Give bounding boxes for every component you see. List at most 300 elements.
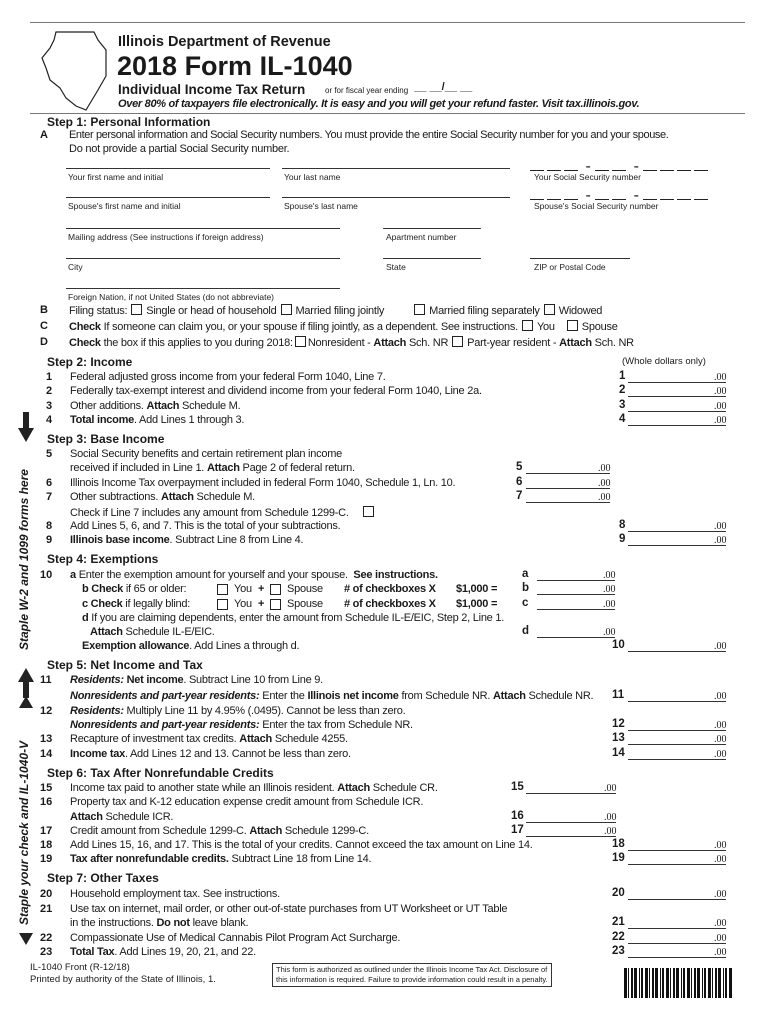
option-label: Married filing separately xyxy=(429,305,540,317)
staple-w2-note: Staple W-2 and 1099 forms here xyxy=(17,469,31,650)
line-text xyxy=(70,853,371,866)
cents-label: .00 xyxy=(714,720,727,731)
amount-line-number: a xyxy=(522,568,529,580)
line-text xyxy=(82,583,512,596)
form-revision: IL-1040 Front (R-12/18) xyxy=(30,962,130,973)
filing-status-row xyxy=(69,304,602,318)
option-label: Part-year resident - xyxy=(467,337,560,349)
field-label: Spouse's Social Security number xyxy=(534,201,659,211)
amount-field-line-10[interactable] xyxy=(628,640,726,652)
field-label: Foreign Nation, if not United States (do not abbreviate) xyxy=(68,292,275,302)
line-text xyxy=(70,888,280,901)
triangle-up-icon xyxy=(19,696,33,708)
zip-field[interactable] xyxy=(530,258,630,259)
line-letter: A xyxy=(40,129,48,141)
line-text xyxy=(70,674,323,687)
barcode-bar xyxy=(649,968,650,998)
line-number: 1 xyxy=(46,371,53,383)
amount-line-number: 13 xyxy=(612,732,625,744)
step-heading: Step 4: Exemptions xyxy=(47,552,159,566)
amount-field-line-19[interactable] xyxy=(628,853,726,865)
line-text-part: Total income xyxy=(70,414,135,426)
line-number: 3 xyxy=(46,400,53,412)
line-text-part: Recapture of investment tax credits. xyxy=(70,733,240,745)
amount-line-number: b xyxy=(522,582,530,594)
line-text-part: Nonresidents and part-year residents: xyxy=(70,690,260,702)
line-number: 23 xyxy=(40,946,53,958)
barcode-bar xyxy=(681,968,682,998)
line-text xyxy=(70,748,351,761)
barcode-bar xyxy=(715,968,717,998)
line-text-part: Attach xyxy=(337,782,370,794)
barcode xyxy=(624,968,734,998)
amount-line-number: 10 xyxy=(612,639,625,651)
line-text-part: in the instructions. xyxy=(70,917,157,929)
line-number: 20 xyxy=(40,888,53,900)
amount-line-number: 7 xyxy=(516,490,523,502)
line-text-part: Schedule ICR. xyxy=(102,811,174,823)
line-text xyxy=(70,690,593,703)
barcode-bar xyxy=(725,968,727,998)
barcode-bar xyxy=(634,968,637,998)
whole-dollars-note: (Whole dollars only) xyxy=(622,356,706,367)
line-text-part: d xyxy=(82,612,92,624)
instructions-text: Enter personal information and Social Security numbers. You must provide the entire Social Security number for you and your spouse. xyxy=(69,129,669,141)
amount-field-line-1[interactable] xyxy=(628,371,726,383)
line-text-part: Property tax and K-12 education expense credit amount from Schedule ICR. xyxy=(70,796,424,808)
line-letter: D xyxy=(40,336,48,348)
checkbox-label: # of checkboxes X xyxy=(344,598,436,610)
line-text-part: Do not xyxy=(156,917,190,929)
attach-label: Attach xyxy=(373,337,407,349)
line-text xyxy=(82,598,512,611)
line-text-part: Social Security benefits and certain retirement plan income xyxy=(70,448,343,460)
line-text-part: Add Lines 15, 16, and 17. This is the total of your credits. Cannot exceed the tax amount on Line 14. xyxy=(70,839,533,851)
line-text-part: . Add Lines 1 through 3. xyxy=(134,414,245,426)
amount-line-number: 17 xyxy=(511,824,524,836)
amount-line-number: 4 xyxy=(619,413,626,425)
cents-label: .00 xyxy=(714,401,727,412)
line-number: 12 xyxy=(40,705,53,717)
amount-line-number: 9 xyxy=(619,533,626,545)
line-text-part: . Add Lines 12 and 13. Cannot be less than zero. xyxy=(124,748,351,760)
e-file-promo: Over 80% of taxpayers file electronically. It is easy and you will get your refund faster. Visit tax.illinois.gov. xyxy=(118,98,640,110)
cents-label: .00 xyxy=(603,627,616,638)
amount-line-number: 21 xyxy=(612,916,625,928)
amount-line-number: 2 xyxy=(619,384,626,396)
line-text xyxy=(70,477,455,490)
cents-label: .00 xyxy=(603,584,616,595)
line-text xyxy=(70,400,240,413)
line-text xyxy=(70,719,413,732)
line-text-part: Enter the tax from Schedule NR. xyxy=(259,719,413,731)
barcode-bar xyxy=(694,968,696,998)
line-text xyxy=(70,811,173,824)
legal-notice-line: this information is required. Failure to provide information could result in a penalty. xyxy=(276,975,548,984)
arrow-up-icon xyxy=(18,668,34,698)
residency-row xyxy=(69,336,634,350)
line-checkbox[interactable] xyxy=(363,506,374,517)
line-text-part: Compassionate Use of Medical Cannabis Pilot Program Act Surcharge. xyxy=(70,932,401,944)
line-text-part: Attach xyxy=(239,733,273,745)
amount-field-line-23[interactable] xyxy=(628,946,726,958)
foreign-nation-field[interactable] xyxy=(66,288,340,289)
fiscal-year-label: or for fiscal year ending xyxy=(325,86,409,95)
line-text-part: Subtract Line 18 from Line 14. xyxy=(228,853,372,865)
line-number: 19 xyxy=(40,853,53,865)
checkbox[interactable] xyxy=(217,584,228,595)
barcode-bar xyxy=(718,968,721,998)
option-label: Married filing jointly xyxy=(295,305,385,317)
line-text-part: Total Tax xyxy=(70,946,115,958)
apartment-field[interactable] xyxy=(383,228,481,229)
widowed-checkbox[interactable] xyxy=(544,304,555,315)
cents-label: .00 xyxy=(714,521,727,532)
line-text-part: Use tax on internet, mail order, or other out-of-state purchases from UT Worksheet or UT Table xyxy=(70,903,508,915)
line-text-part: If you are claiming dependents, enter the amount from Schedule IL-E/EIC, Step 2, Line 1. xyxy=(91,612,505,624)
barcode-bar xyxy=(702,968,703,998)
line-letter: C xyxy=(40,320,48,332)
line-text xyxy=(70,462,355,475)
option-label: Sch. NR xyxy=(591,337,634,349)
step1-heading: Step 1: Personal Information xyxy=(47,115,211,129)
checkbox-label: $1,000 = xyxy=(456,598,498,610)
line-text-part: Schedule IL-E/EIC. xyxy=(122,626,215,638)
line-text-part: Residents: xyxy=(70,705,124,717)
cents-label: .00 xyxy=(714,749,727,760)
line-text-part: Federally tax-exempt interest and dividend income from your federal Form 1040, Line 2a. xyxy=(70,385,482,397)
barcode-bar xyxy=(645,968,648,998)
check-label: Check xyxy=(69,321,101,333)
line-text-part: Attach xyxy=(146,400,180,412)
option-label: Sch. NR xyxy=(406,337,449,349)
amount-field-line-3[interactable] xyxy=(628,400,726,412)
line-text xyxy=(82,612,504,625)
line-text-part: Federal adjusted gross income from your federal Form 1040, Line 7. xyxy=(70,371,386,383)
step-heading: Step 5: Net Income and Tax xyxy=(47,658,203,672)
cents-label: .00 xyxy=(714,734,727,745)
line-number: 7 xyxy=(46,491,53,503)
line-text xyxy=(70,917,248,930)
line-text-part: received if included in Line 1. xyxy=(70,462,207,474)
line-text-part: a xyxy=(70,569,79,581)
married-separately-checkbox[interactable] xyxy=(414,304,425,315)
barcode-bar xyxy=(687,968,690,998)
line-number: 9 xyxy=(46,534,53,546)
amount-line-number: 23 xyxy=(612,945,625,957)
amount-line-number: d xyxy=(522,625,530,637)
field-label: Mailing address (See instructions if foreign address) xyxy=(68,232,264,242)
line-number: 6 xyxy=(46,477,53,489)
cents-label: .00 xyxy=(603,599,616,610)
line-text-part: if legally blind: xyxy=(122,598,191,610)
option-label: Spouse xyxy=(581,321,618,333)
mailing-address-field[interactable] xyxy=(66,228,340,229)
amount-line-number: 12 xyxy=(612,718,625,730)
form-title: 2018 Form IL-1040 xyxy=(117,51,353,81)
line-text-part: Schedule 4255. xyxy=(272,733,348,745)
line-number: 11 xyxy=(40,674,52,686)
barcode-bar xyxy=(708,968,711,998)
line-text-part: Add Lines 5, 6, and 7. This is the total of your subtractions. xyxy=(70,520,341,532)
cents-label: .00 xyxy=(604,812,617,823)
line-text xyxy=(70,903,507,916)
line-text-part: Attach xyxy=(82,626,123,638)
amount-field-line-22[interactable] xyxy=(628,932,726,944)
filing-status-label: Filing status: xyxy=(69,305,128,317)
ssn-field[interactable]: - - xyxy=(530,158,711,176)
nonresident-checkbox[interactable] xyxy=(295,336,306,347)
amount-line-number: 1 xyxy=(619,370,626,382)
line-text-part: Illinois Income Tax overpayment included in federal Form 1040, Schedule 1, Ln. 10. xyxy=(70,477,456,489)
line-text xyxy=(70,448,342,461)
amount-field-line-18[interactable] xyxy=(628,839,726,851)
line-text-part: Income tax paid to another state while an Illinois resident. xyxy=(70,782,338,794)
barcode-bar xyxy=(691,968,692,998)
agency-name: Illinois Department of Revenue xyxy=(118,34,331,50)
line-text-part: See instructions. xyxy=(353,569,438,581)
line-text xyxy=(70,569,438,582)
barcode-bar xyxy=(673,968,675,998)
step-heading: Step 6: Tax After Nonrefundable Credits xyxy=(47,766,274,780)
barcode-bar xyxy=(631,968,633,998)
line-text-part: b Check xyxy=(82,583,124,595)
line-text-part: Check if Line 7 includes any amount from Schedule 1299-C. xyxy=(70,507,349,519)
dependent-row xyxy=(69,320,618,334)
field-label: Your first name and initial xyxy=(68,172,164,182)
line-text xyxy=(70,534,303,547)
line-text xyxy=(70,946,256,959)
married-jointly-checkbox[interactable] xyxy=(281,304,292,315)
field-label: Spouse's last name xyxy=(284,201,358,211)
option-label: Single or head of household xyxy=(146,305,277,317)
cents-label: .00 xyxy=(714,691,727,702)
cents-label: .00 xyxy=(598,463,611,474)
line-text xyxy=(70,414,244,427)
line-text xyxy=(70,371,386,384)
line-number: 5 xyxy=(46,448,53,460)
line-text-part: c Check xyxy=(82,598,123,610)
amount-line-number: 6 xyxy=(516,476,523,488)
line-text xyxy=(70,932,400,945)
option-label: Nonresident - xyxy=(307,337,374,349)
line-number: 17 xyxy=(40,825,53,837)
line-text xyxy=(70,705,405,718)
line-text-part: if 65 or older: xyxy=(123,583,187,595)
checkbox[interactable] xyxy=(217,599,228,610)
amount-field-line-16[interactable] xyxy=(526,811,616,823)
barcode-bar xyxy=(666,968,669,998)
line-text-part: Attach xyxy=(70,811,103,823)
line-text-part: Schedule M. xyxy=(179,400,241,412)
line-text-part: . Add Lines a through d. xyxy=(189,640,300,652)
line-text-part: Attach xyxy=(249,825,283,837)
cents-label: .00 xyxy=(604,826,617,837)
field-label: Spouse's first name and initial xyxy=(68,201,181,211)
cents-label: .00 xyxy=(714,889,727,900)
line-text-part: Income tax xyxy=(70,748,125,760)
line-text-part: Net income xyxy=(126,674,184,686)
line-number: 16 xyxy=(40,796,53,808)
last-name-field[interactable] xyxy=(282,168,510,169)
amount-field-line-9[interactable] xyxy=(628,534,726,546)
line-text-part: Residents: xyxy=(70,674,124,686)
checkbox-label: # of checkboxes X xyxy=(344,583,436,595)
line-number: 10 xyxy=(40,569,53,581)
checkbox-label: $1,000 = xyxy=(456,583,498,595)
field-label: Your last name xyxy=(284,172,341,182)
amount-line-number: 8 xyxy=(619,519,626,531)
line-text xyxy=(70,520,340,533)
line-text-part: Other additions. xyxy=(70,400,147,412)
amount-field-line-11[interactable] xyxy=(628,690,726,702)
line-text-part: leave blank. xyxy=(189,917,249,929)
line-text-part: . Subtract Line 8 from Line 4. xyxy=(169,534,304,546)
state-field[interactable] xyxy=(383,258,481,259)
amount-line-number: 11 xyxy=(612,689,625,701)
barcode-bar xyxy=(652,968,654,998)
amount-field-line-13[interactable] xyxy=(628,733,726,745)
line-text-part: Other subtractions. xyxy=(70,491,161,503)
illinois-outline-logo xyxy=(36,28,112,112)
line-text xyxy=(70,782,438,795)
field-label: Apartment number xyxy=(386,232,457,242)
line-text-part: Attach xyxy=(492,690,526,702)
spouse-last-name-field[interactable] xyxy=(282,197,510,198)
form-subtitle: Individual Income Tax Return xyxy=(118,82,306,97)
amount-line-number: 15 xyxy=(511,781,524,793)
amount-field-line-14[interactable] xyxy=(628,748,726,760)
amount-field-line-12[interactable] xyxy=(628,719,726,731)
cents-label: .00 xyxy=(603,570,616,581)
checkbox-label: Spouse xyxy=(287,598,323,610)
amount-line-number: 18 xyxy=(612,838,625,850)
printed-by: Printed by authority of the State of Illinois, 1. xyxy=(30,974,216,985)
checkbox-label: You xyxy=(234,583,252,595)
checkbox-label: + xyxy=(258,583,265,595)
barcode-bar xyxy=(697,968,700,998)
amount-line-number: 22 xyxy=(612,931,625,943)
amount-line-number: 19 xyxy=(612,852,625,864)
part-year-resident-checkbox[interactable] xyxy=(452,336,463,347)
legal-notice xyxy=(272,963,552,987)
line-text-part: Page 2 of federal return. xyxy=(239,462,355,474)
barcode-bar xyxy=(723,968,724,998)
single-checkbox[interactable] xyxy=(131,304,142,315)
line-text xyxy=(70,491,255,504)
barcode-bar xyxy=(670,968,671,998)
amount-line-number: 5 xyxy=(516,461,523,473)
dependent-text: If someone can claim you, or your spouse if filing jointly, as a dependent. See instructions. xyxy=(100,321,518,333)
barcode-bar xyxy=(729,968,732,998)
line-text xyxy=(70,506,378,520)
barcode-bar xyxy=(683,968,685,998)
line-text xyxy=(70,825,369,838)
amount-line-number: 20 xyxy=(612,887,625,899)
amount-field-line-17[interactable] xyxy=(526,825,616,837)
barcode-bar xyxy=(662,968,664,998)
checkbox-label: You xyxy=(234,598,252,610)
amount-field-line-21[interactable] xyxy=(628,917,726,929)
fiscal-year-field[interactable]: __ __/__ __ xyxy=(414,81,473,93)
city-field[interactable] xyxy=(66,258,340,259)
header-rule xyxy=(30,113,745,114)
cents-label: .00 xyxy=(714,415,727,426)
amount-field-line-2[interactable] xyxy=(628,385,726,397)
cents-label: .00 xyxy=(598,478,611,489)
dependent-you-checkbox[interactable] xyxy=(522,320,533,331)
line-text-part: . Add Lines 19, 20, 21, and 22. xyxy=(114,946,256,958)
line-text xyxy=(70,385,482,398)
cents-label: .00 xyxy=(714,918,727,929)
spouse-first-name-field[interactable] xyxy=(66,197,270,198)
attach-label: Attach xyxy=(559,337,592,349)
line-letter: B xyxy=(40,304,48,316)
amount-field-line-8[interactable] xyxy=(628,520,726,532)
barcode-bar xyxy=(712,968,713,998)
triangle-down-icon xyxy=(19,933,33,945)
cents-label: .00 xyxy=(714,933,727,944)
cents-label: .00 xyxy=(714,372,727,383)
cents-label: .00 xyxy=(714,854,727,865)
checkbox-label: + xyxy=(258,598,265,610)
line-text-part: Attach xyxy=(206,462,240,474)
first-name-field[interactable] xyxy=(66,168,270,169)
checkbox[interactable] xyxy=(270,584,281,595)
line-number: 4 xyxy=(46,414,53,426)
line-text-part: Schedule 1299-C. xyxy=(282,825,369,837)
top-rule xyxy=(30,22,745,23)
line-number: 14 xyxy=(40,748,53,760)
dependent-spouse-checkbox[interactable] xyxy=(567,320,578,331)
legal-notice-line: This form is authorized as outlined under the Illinois Income Tax Act. Disclosure of xyxy=(276,965,548,974)
barcode-bar xyxy=(676,968,679,998)
spouse-ssn-field[interactable]: - - xyxy=(530,187,711,205)
line-number: 22 xyxy=(40,932,53,944)
barcode-bar xyxy=(655,968,658,998)
step-heading: Step 7: Other Taxes xyxy=(47,871,159,885)
amount-field-line-15[interactable] xyxy=(526,782,616,794)
residency-text: the box if this applies to you during 2018: xyxy=(100,337,293,349)
option-label: Widowed xyxy=(558,305,603,317)
checkbox[interactable] xyxy=(270,599,281,610)
field-label: State xyxy=(386,262,406,272)
barcode-bar xyxy=(628,968,629,998)
line-text-part: Household employment tax. See instructions. xyxy=(70,888,280,900)
cents-label: .00 xyxy=(714,947,727,958)
amount-line-number: 3 xyxy=(619,399,626,411)
barcode-bar xyxy=(704,968,706,998)
line-number: 2 xyxy=(46,385,53,397)
cents-label: .00 xyxy=(714,840,727,851)
line-text xyxy=(82,626,215,639)
line-text-part: Schedule CR. xyxy=(369,782,438,794)
line-text-part: Schedule NR. xyxy=(525,690,594,702)
amount-field-line-20[interactable] xyxy=(628,888,726,900)
line-text-part: Exemption allowance xyxy=(82,640,190,652)
cents-label: .00 xyxy=(714,535,727,546)
line-text-part: Credit amount from Schedule 1299-C. xyxy=(70,825,250,837)
line-number: 8 xyxy=(46,520,53,532)
line-text-part: Multiply Line 11 by 4.95% (.0495). Cannot be less than zero. xyxy=(123,705,406,717)
field-label: City xyxy=(68,262,83,272)
check-label: Check xyxy=(69,337,101,349)
field-label: ZIP or Postal Code xyxy=(534,262,606,272)
amount-field-line-4[interactable] xyxy=(628,414,726,426)
line-number: 13 xyxy=(40,733,53,745)
barcode-bar xyxy=(624,968,627,998)
cents-label: .00 xyxy=(714,386,727,397)
